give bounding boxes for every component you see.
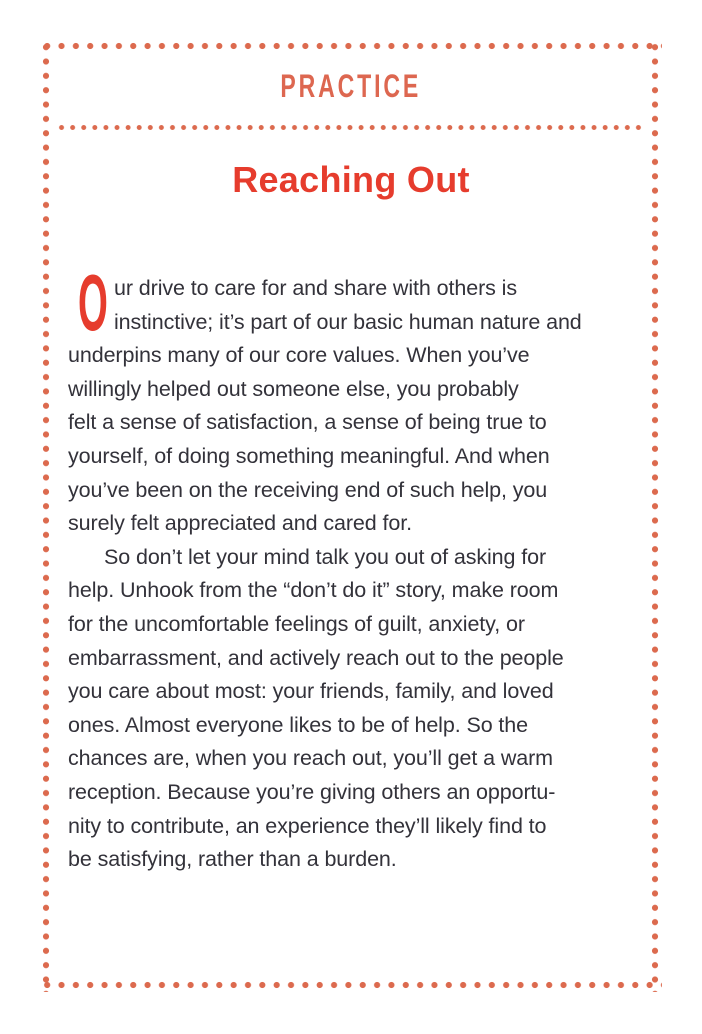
dotted-border-bottom: [40, 981, 662, 989]
text-line: be satisfying, rather than a burden.: [68, 847, 397, 872]
text-line: willingly helped out someone else, you probably: [68, 376, 519, 401]
dotted-border-right: [651, 40, 659, 992]
page-title: Reaching Out: [232, 159, 470, 200]
text-line: nity to contribute, an experience they’ll likely find to: [68, 813, 547, 838]
text-line: you care about most: your friends, family, and loved: [68, 679, 554, 704]
dotted-border-left: [42, 40, 50, 992]
dotted-divider: [56, 124, 644, 131]
text-line: you’ve been on the receiving end of such help, you: [68, 477, 548, 502]
paragraph-1: [68, 272, 628, 541]
text-line: So don’t let your mind talk you out of asking for: [104, 544, 547, 569]
dropcap-letter: O: [78, 258, 108, 347]
practice-header: [50, 68, 652, 111]
article-text: [68, 258, 628, 877]
dotted-border-top: [40, 42, 662, 50]
text-line: help. Unhook from the “don’t do it” story, make room: [68, 578, 559, 603]
text-line: reception. Because you’re giving others an opportu-: [68, 779, 556, 804]
practice-label: PRACTICE: [280, 68, 422, 104]
text-line: instinctive; it’s part of our basic human nature and: [114, 309, 582, 334]
text-line: chances are, when you reach out, you’ll get a warm: [68, 746, 553, 771]
text-line: embarrassment, and actively reach out to the people: [68, 645, 564, 670]
text-line: yourself, of doing something meaningful. And when: [68, 443, 550, 468]
text-line: for the uncomfortable feelings of guilt, anxiety, or: [68, 611, 525, 636]
text-line: underpins many of our core values. When you’ve: [68, 343, 530, 368]
text-line: surely felt appreciated and cared for.: [68, 511, 412, 536]
text-line: ur drive to care for and share with others is: [114, 276, 517, 300]
text-line: felt a sense of satisfaction, a sense of being true to: [68, 410, 547, 435]
text-line: ones. Almost everyone likes to be of help. So the: [68, 712, 529, 737]
paragraph-2: [68, 541, 628, 877]
